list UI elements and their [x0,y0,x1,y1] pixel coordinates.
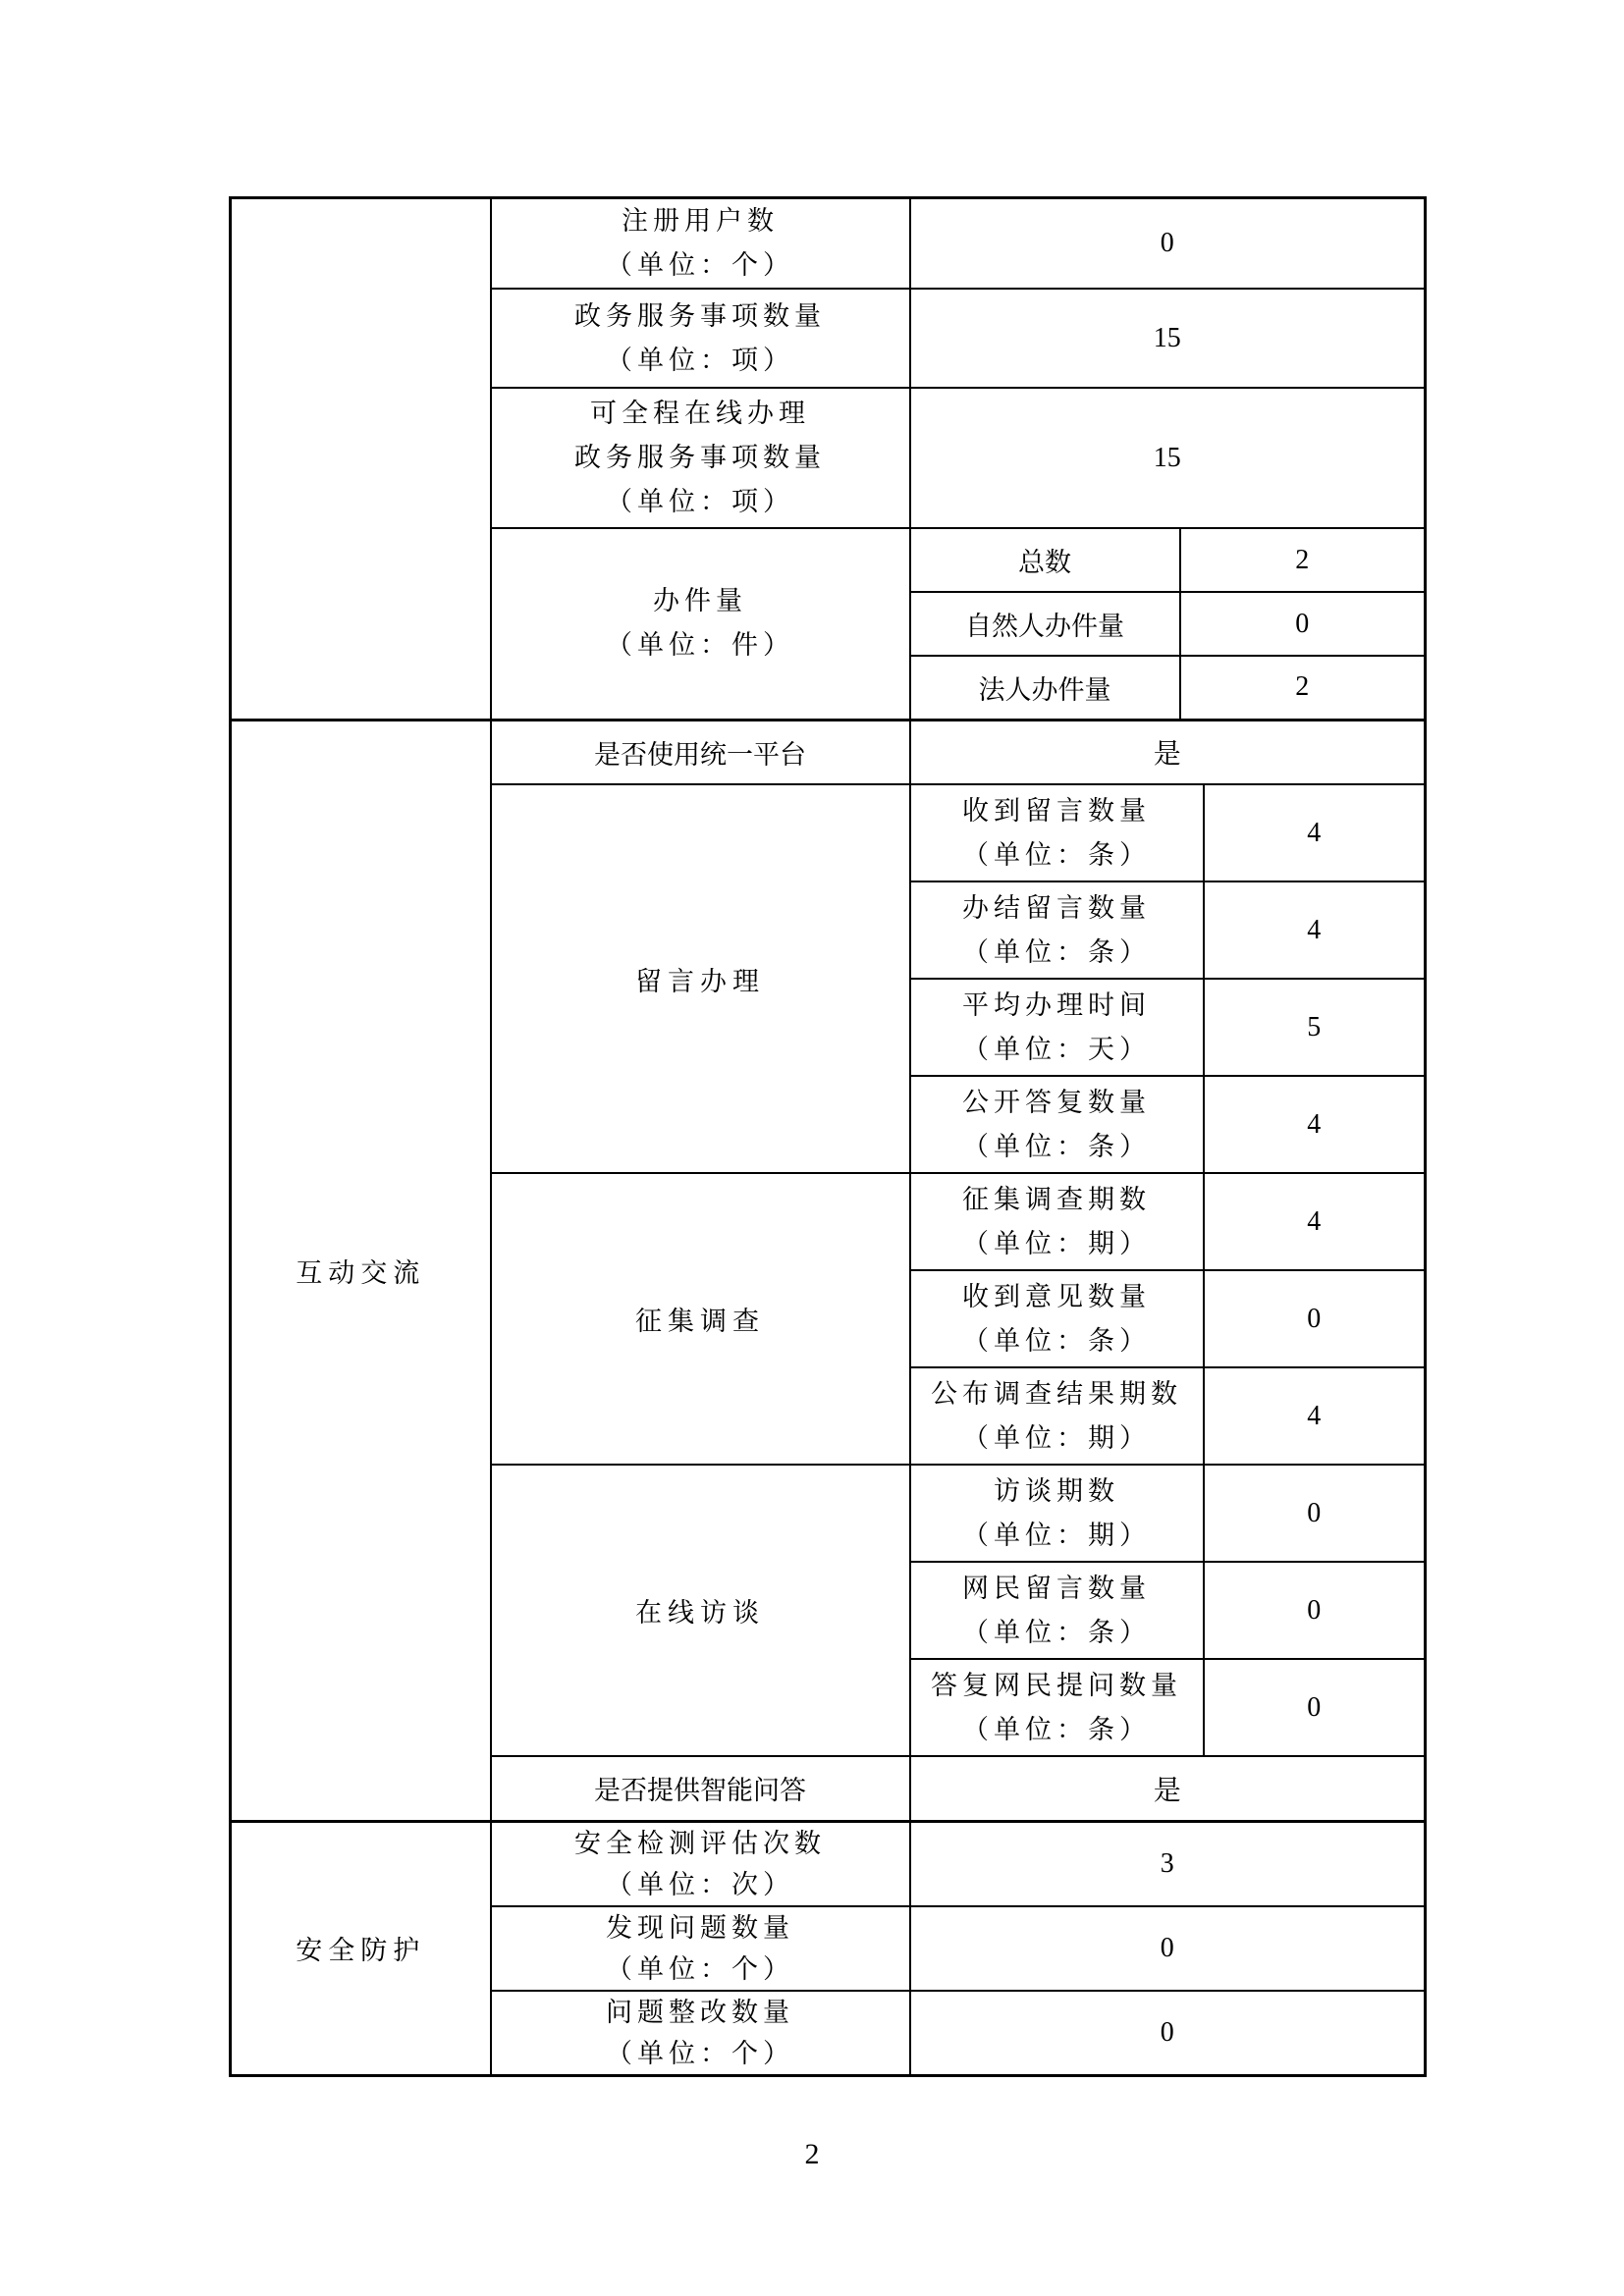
messages-completed-value: 4 [1204,881,1426,979]
metric-label: 注册用户数 [622,206,779,236]
metric-unit: （单位：条） [962,936,1151,967]
messages-completed-label-cell [910,881,1204,979]
category-cell-empty [231,198,491,721]
messages-received-label-cell [910,784,1204,881]
messages-received-value: 4 [1204,784,1426,881]
metric-unit: （单位：项） [606,487,794,516]
public-replies-label-cell [910,1076,1204,1173]
row-registered-users [231,198,1426,290]
opinions-received-label-cell [910,1270,1204,1367]
metric-label-line2: 政务服务事项数量 [574,443,826,472]
metric-unit: （单位：项） [606,345,794,375]
metric-label: 办结留言数量 [962,892,1151,923]
smart-qa-label: 是否提供智能问答 [491,1756,910,1821]
problems-rectified-label-cell [491,1991,910,2076]
unified-platform-value: 是 [910,720,1426,784]
row-unified-platform [231,720,1426,784]
security-assessments-value: 3 [910,1821,1426,1906]
replies-to-netizens-value: 0 [1204,1659,1426,1756]
opinions-received-value: 0 [1204,1270,1426,1367]
page-number: 2 [804,2138,820,2170]
gov-service-items-label-cell [491,289,910,388]
metric-unit: （单位：条） [962,1131,1151,1161]
natural-person-value: 0 [1180,592,1426,656]
public-replies-value: 4 [1204,1076,1426,1173]
netizen-messages-label-cell [910,1562,1204,1659]
metric-label: 答复网民提问数量 [931,1670,1182,1700]
interview-label: 在线访谈 [491,1465,910,1756]
legal-person-value: 2 [1180,656,1426,720]
results-published-value: 4 [1204,1367,1426,1465]
security-assessments-label-cell [491,1821,910,1906]
metric-label: 收到意见数量 [962,1281,1151,1311]
avg-handle-time-value: 5 [1204,979,1426,1076]
metric-label: 征集调查期数 [962,1184,1151,1214]
metric-label: 收到留言数量 [962,795,1151,826]
survey-periods-label-cell [910,1173,1204,1270]
metric-unit: （单位：个） [606,1953,794,1984]
metric-label: 可全程在线办理 [590,399,810,428]
natural-person-label: 自然人办件量 [910,592,1180,656]
metric-unit: （单位：期） [962,1228,1151,1258]
interview-periods-label-cell [910,1465,1204,1562]
smart-qa-value: 是 [910,1756,1426,1821]
metric-unit: （单位：条） [962,839,1151,870]
problems-found-value: 0 [910,1906,1426,1991]
metric-label: 访谈期数 [994,1475,1119,1506]
metric-unit: （单位：天） [962,1034,1151,1064]
metric-label: 办件量 [653,586,747,616]
survey-periods-value: 4 [1204,1173,1426,1270]
metric-label: 公开答复数量 [962,1087,1151,1117]
legal-person-label: 法人办件量 [910,656,1180,720]
metric-unit: （单位：件） [606,630,794,661]
annual-report-table [229,196,1427,2077]
metric-label: 平均办理时间 [962,989,1151,1020]
registered-users-label-cell [491,198,910,290]
results-published-label-cell [910,1367,1204,1465]
category-interaction: 互动交流 [231,720,491,1821]
replies-to-netizens-label-cell [910,1659,1204,1756]
unified-platform-label: 是否使用统一平台 [491,720,910,784]
case-volume-total-label: 总数 [910,528,1180,592]
metric-unit: （单位：次） [606,1869,794,1899]
row-security-assessments [231,1821,1426,1906]
registered-users-value: 0 [910,198,1426,290]
interview-periods-value: 0 [1204,1465,1426,1562]
metric-unit: （单位：个） [606,2038,794,2068]
metric-label: 公布调查结果期数 [931,1378,1182,1409]
message-handling-label: 留言办理 [491,784,910,1173]
problems-found-label-cell [491,1906,910,1991]
case-volume-total-value: 2 [1180,528,1426,592]
full-online-items-value: 15 [910,388,1426,528]
problems-rectified-value: 0 [910,1991,1426,2076]
metric-unit: （单位：个） [606,250,794,280]
gov-service-items-value: 15 [910,289,1426,388]
full-online-items-label-cell [491,388,910,528]
metric-unit: （单位：条） [962,1617,1151,1647]
netizen-messages-value: 0 [1204,1562,1426,1659]
survey-label: 征集调查 [491,1173,910,1465]
case-volume-label-cell [491,528,910,720]
metric-label: 政务服务事项数量 [574,300,826,331]
metric-label: 发现问题数量 [606,1912,794,1943]
avg-handle-time-label-cell [910,979,1204,1076]
metric-unit: （单位：期） [962,1520,1151,1550]
metric-label: 问题整改数量 [606,1997,794,2027]
metric-unit: （单位：条） [962,1714,1151,1744]
metric-label: 网民留言数量 [962,1573,1151,1603]
category-security: 安全防护 [231,1821,491,2075]
metric-unit: （单位：期） [962,1422,1151,1453]
metric-unit: （单位：条） [962,1325,1151,1356]
metric-label: 安全检测评估次数 [574,1828,826,1858]
